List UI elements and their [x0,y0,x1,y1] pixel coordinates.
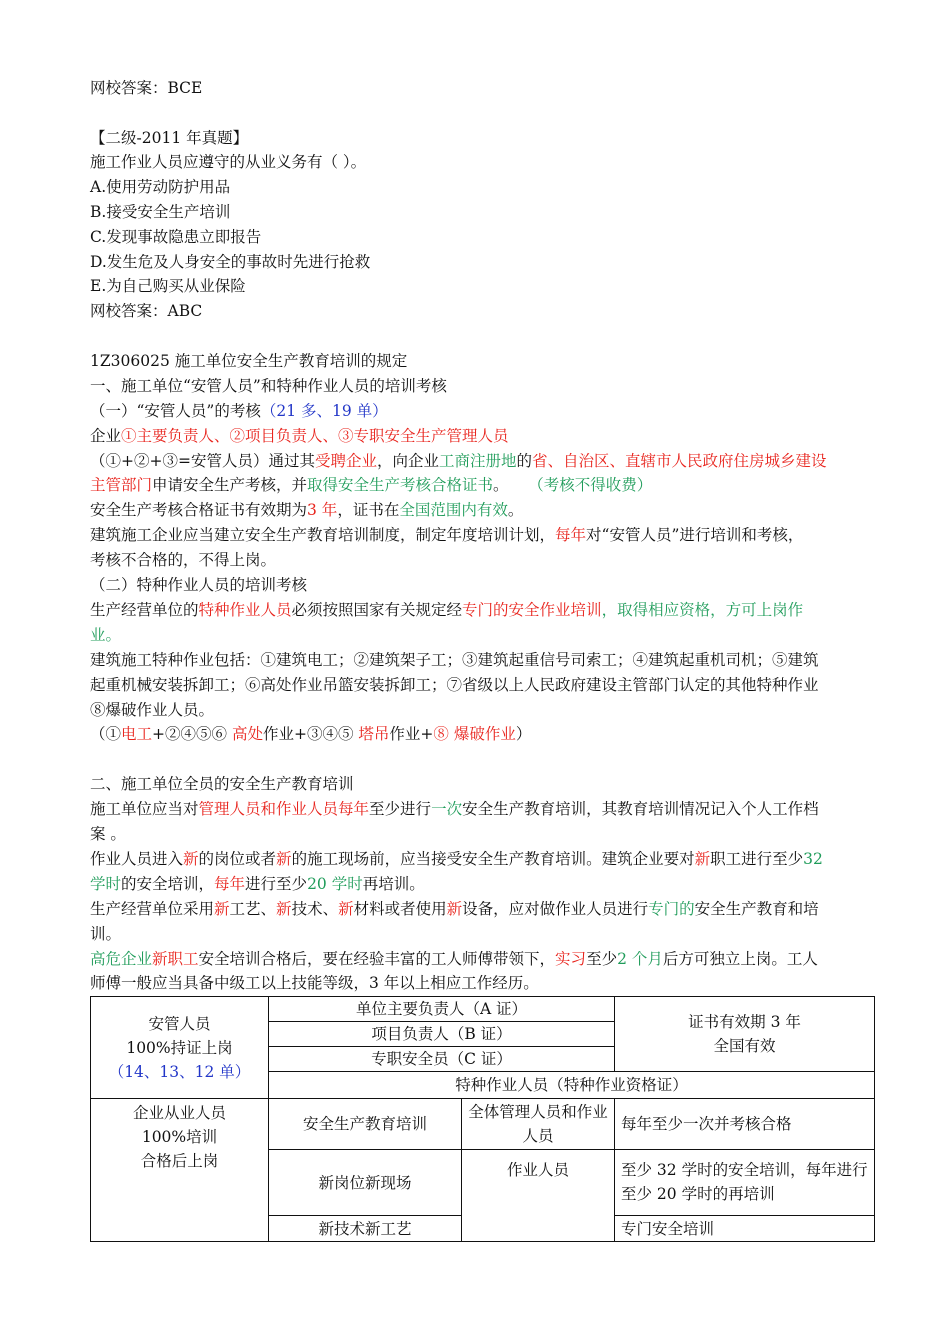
paragraph-line: 案 。 [90,825,126,843]
new-tech-cell: 新技术新工艺 [269,1216,462,1242]
paragraph-line: ⑧爆破作业人员。 [90,701,215,719]
staff-cell: 企业从业人员 100%培训 合格后上岗 [91,1099,269,1242]
option-d: D.发生危及人身安全的事故时先进行抢救 [90,253,371,271]
hours-cell: 至少 32 学时的安全培训，每年进行至少 20 学时的再培训 [615,1150,875,1216]
summary-table [90,996,875,1242]
section-code: 1Z306025 施工单位安全生产教育培训的规定 [90,352,408,370]
paragraph-line: 建筑施工企业应当建立安全生产教育培训制度，制定年度培训计划，每年对“安管人员”进行培训和考核， [90,526,804,544]
paragraph-line: 企业①主要负责人、②项目负责人、③专职安全生产管理人员 [90,427,509,445]
cert-b-cell: 项目负责人（B 证） [269,1022,615,1047]
paragraph-line: 作业人员进入新的岗位或者新的施工现场前，应当接受安全生产教育培训。建筑企业要对新职工进行至少32 [90,850,823,868]
heading-2: 二、施工单位全员的安全生产教育培训 [90,775,354,793]
subheading-1-1: （一）“安管人员”的考核（21 多、19 单） [90,402,388,420]
special-train-cell: 专门安全培训 [615,1216,875,1242]
paragraph-line: 安全生产考核合格证书有效期为3 年，证书在全国范围内有效。 [90,501,524,519]
validity-cell: 证书有效期 3 年 全国有效 [615,997,875,1072]
paragraph-line: 生产经营单位的特种作业人员必须按照国家有关规定经专门的安全作业培训，取得相应资格，方可上岗作 [90,601,804,619]
paragraph-line: 训。 [90,925,122,943]
option-c: C.发现事故隐患立即报告 [90,228,262,246]
option-a: A.使用劳动防护用品 [90,178,231,196]
subheading-1-2: （二）特种作业人员的培训考核 [90,576,308,594]
anguan-cell: 安管人员 100%持证上岗 （14、13、12 单） [91,997,269,1099]
paragraph-line: 建筑施工特种作业包括：①建筑电工；②建筑架子工；③建筑起重信号司索工；④建筑起重机司机；⑤建筑 [90,651,819,669]
paragraph-line: 考核不合格的，不得上岗。 [90,551,277,569]
new-post-cell: 新岗位新现场 [269,1150,462,1216]
question-stem: 施工作业人员应遵守的从业义务有（ ）。 [90,153,367,171]
question-header: 【二级-2011 年真题】 [90,129,249,147]
paragraph-line: 师傅一般应当具备中级工以上技能等级，3 年以上相应工作经历。 [90,974,539,992]
edu-cell: 安全生产教育培训 [269,1099,462,1150]
paragraph-line: 生产经营单位采用新工艺、新技术、新材料或者使用新设备，应对做作业人员进行专门的安全生产教育和培 [90,900,819,918]
cert-c-cell: 专职安全员（C 证） [269,1047,615,1072]
paragraph-line: （①电工+②④⑤⑥ 高处作业+③④⑤ 塔吊作业+⑧ 爆破作业） [90,725,532,743]
paragraph-line: 主管部门申请安全生产考核，并取得安全生产考核合格证书。 （考核不得收费） [90,476,653,494]
answer-line: 网校答案：ABC [90,302,203,320]
yearly-cell: 每年至少一次并考核合格 [615,1099,875,1150]
option-b: B.接受安全生产培训 [90,203,231,221]
paragraph-line: 学时的安全培训，每年进行至少20 学时再培训。 [90,875,425,893]
paragraph-line: （①+②+③=安管人员）通过其受聘企业，向企业工商注册地的省、自治区、直辖市人民政府住房城乡建设 [90,452,827,470]
special-cell: 特种作业人员（特种作业资格证） [269,1072,875,1099]
paragraph-line: 施工单位应当对管理人员和作业人员每年至少进行一次安全生产教育培训，其教育培训情况记入个人工作档 [90,800,819,818]
paragraph-line: 起重机械安装拆卸工；⑥高处作业吊篮安装拆卸工；⑦省级以上人民政府建设主管部门认定的其他特种作业 [90,676,819,694]
all-staff-cell: 全体管理人员和作业人员 [462,1099,615,1150]
option-e: E.为自己购买从业保险 [90,277,246,295]
cert-a-cell: 单位主要负责人（A 证） [269,997,615,1022]
heading-1: 一、施工单位“安管人员”和特种作业人员的培训考核 [90,377,447,395]
paragraph-line: 高危企业新职工安全培训合格后，要在经验丰富的工人师傅带领下，实习至少2 个月后方可独立上岗。工人 [90,950,818,968]
workers-cell: 作业人员 [462,1150,615,1242]
paragraph-line: 业。 [90,626,122,644]
answer-line: 网校答案：BCE [90,79,203,97]
